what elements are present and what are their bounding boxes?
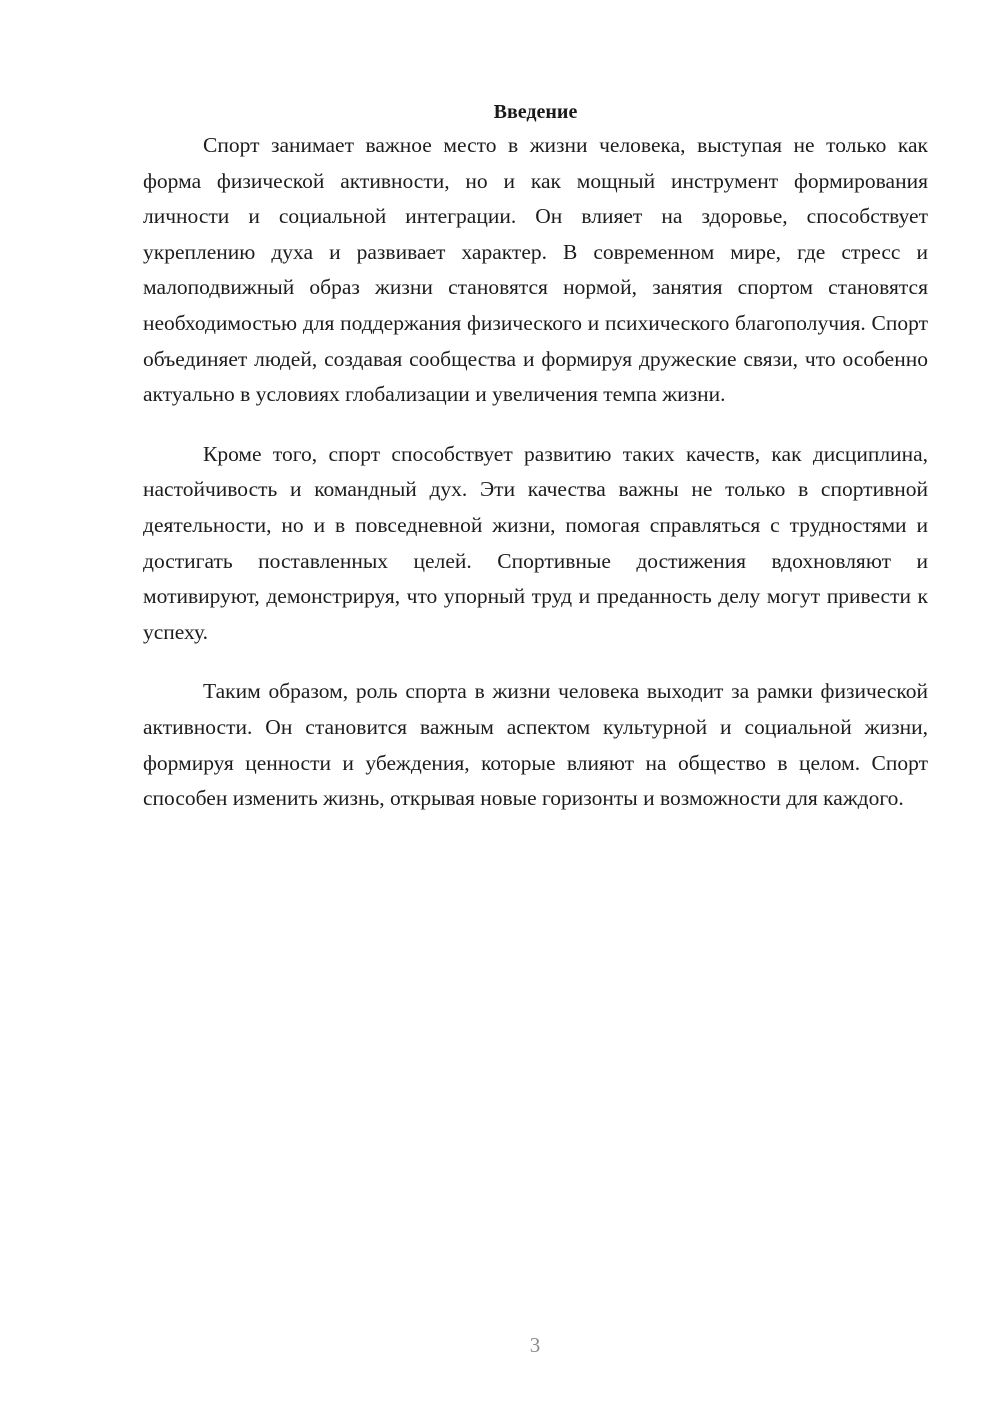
page-content bbox=[143, 98, 928, 841]
paragraph-2: Кроме того, спорт способствует развитию таких качеств, как дисциплина, настойчивость и командный дух. Эти качества важны не только в спортивной деятельности, но и в повседневной жизни, помогая справляться с трудностями и достигать поставленных целей. Спортивные достижения вдохновляют и мотивируют, демонстрируя, что упорный труд и преданность делу могут привести к успеху. bbox=[143, 441, 928, 644]
paragraph-3: Таким образом, роль спорта в жизни человека выходит за рамки физической активности. Он становится важным аспектом культурной и социальной жизни, формируя ценности и убеждения, которые влияют на общество в целом. Спорт способен изменить жизнь, открывая новые горизонты и возможности для каждого. bbox=[143, 679, 928, 811]
section-title: Введение bbox=[493, 101, 578, 123]
paragraph-1: Спорт занимает важное место в жизни человека, выступая не только как форма физической активности, но и как мощный инструмент формирования личности и социальной интеграции. Он влияет на здоровье, способствует укреплению духа и развивает характер. В современном мире, где стресс и малоподвижный образ жизни становятся нормой, занятия спортом становятся необходимостью для поддержания физического и психического благополучия. Спорт объединяет людей, создавая сообщества и формируя дружеские связи, что особенно актуально в условиях глобализации и увеличения темпа жизни. bbox=[143, 133, 928, 407]
page-number: 3 bbox=[529, 1333, 541, 1357]
